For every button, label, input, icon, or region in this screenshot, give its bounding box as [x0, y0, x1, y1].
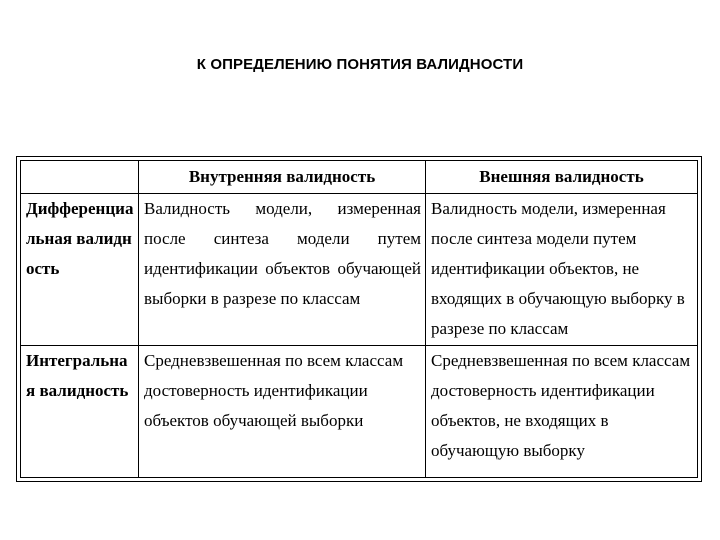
table-row-differential: [21, 194, 698, 346]
table-header-row: [21, 161, 698, 194]
cell-integral-internal: Средневзвешенная по всем классам достоверность идентификации объектов обучающей выборки: [139, 346, 426, 478]
header-internal-validity: Внутренняя валидность: [139, 161, 426, 194]
table-row-integral: [21, 346, 698, 478]
header-corner-cell: [21, 161, 139, 194]
cell-differential-internal: Валидность модели, измеренная после синтеза модели путем идентификации объектов обучающей выборки в разрезе по классам: [139, 194, 426, 346]
cell-differential-external: Валидность модели, измеренная после синтеза модели путем идентификации объектов, не входящих в обучающую выборку в разрезе по классам: [426, 194, 698, 346]
header-external-validity: Внешняя валидность: [426, 161, 698, 194]
slide-title: К ОПРЕДЕЛЕНИЮ ПОНЯТИЯ ВАЛИДНОСТИ: [196, 56, 524, 73]
row-label-differential: Дифференциальная валидность: [21, 194, 139, 346]
validity-table: [16, 156, 702, 482]
cell-integral-external: Средневзвешенная по всем классам достоверность идентификации объектов, не входящих в обучающую выборку: [426, 346, 698, 478]
row-label-integral: Интегральная валидность: [21, 346, 139, 478]
